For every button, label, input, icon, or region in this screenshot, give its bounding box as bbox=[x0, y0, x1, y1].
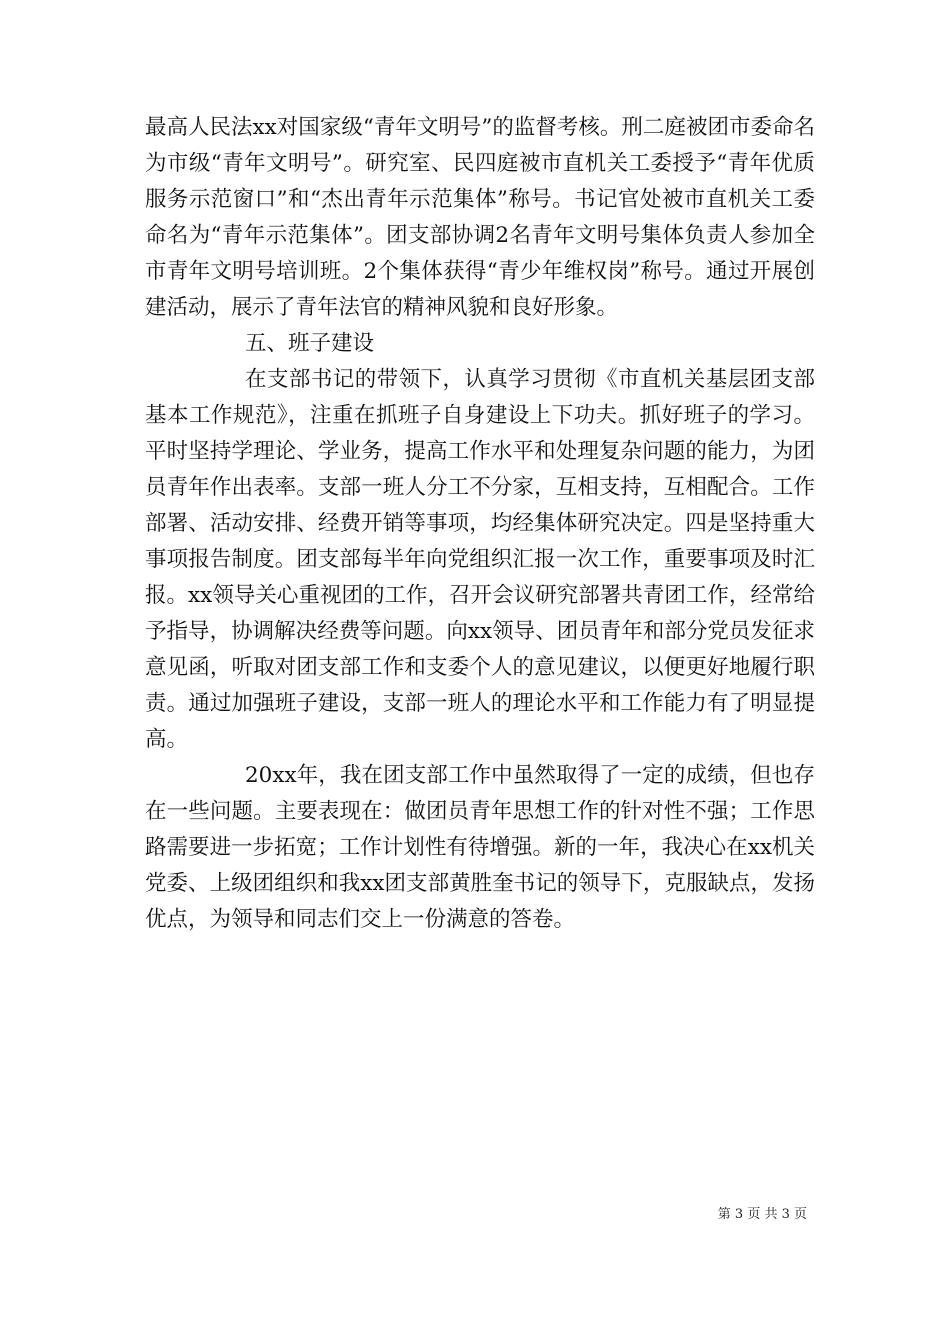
paragraph-team-building: 在支部书记的带领下，认真学习贯彻《市直机关基层团支部基本工作规范》，注重在抓班子自身建设上下功夫。抓好班子的学习。平时坚持学理论、学业务，提高工作水平和处理复杂问题的能力，为团员青年作出表率。支部一班人分工不分家，互相支持，互相配合。工作部署、活动安排、经费开销等事项，均经集体研究决定。四是坚持重大事项报告制度。团支部每半年向党组织汇报一次工作，重要事项及时汇报。xx领导关心重视团的工作，召开会议研究部署共青团工作，经常给予指导，协调解决经费等问题。向xx领导、团员青年和部分党员发征求意见函，听取对团支部工作和支委个人的意见建议，以便更好地履行职责。通过加强班子建设，支部一班人的理论水平和工作能力有了明显提高。 bbox=[145, 367, 815, 752]
page-number-footer: 第 3 页 共 3 页 bbox=[717, 1207, 807, 1222]
document-body bbox=[145, 110, 815, 938]
section-heading-team-building: 五、班子建设 bbox=[245, 331, 375, 356]
paragraph-honors: 最高人民法xx对国家级“青年文明号”的监督考核。刑二庭被团市委命名为市级“青年文明号”。研究室、民四庭被市直机关工委授予“青年优质服务示范窗口”和“杰出青年示范集体”称号。书记官处被市直机关工委命名为“青年示范集体”。团支部协调2名青年文明号集体负责人参加全市青年文明号培训班。2个集体获得“青少年维权岗”称号。通过开展创建活动，展示了青年法官的精神风貌和良好形象。 bbox=[145, 115, 815, 320]
paragraph-summary: 20xx年，我在团支部工作中虽然取得了一定的成绩，但也存在一些问题。主要表现在：做团员青年思想工作的针对性不强；工作思路需要进一步拓宽；工作计划性有待增强。新的一年，我决心在xx机关党委、上级团组织和我xx团支部黄胜奎书记的领导下，克服缺点，发扬优点，为领导和同志们交上一份满意的答卷。 bbox=[145, 763, 815, 932]
